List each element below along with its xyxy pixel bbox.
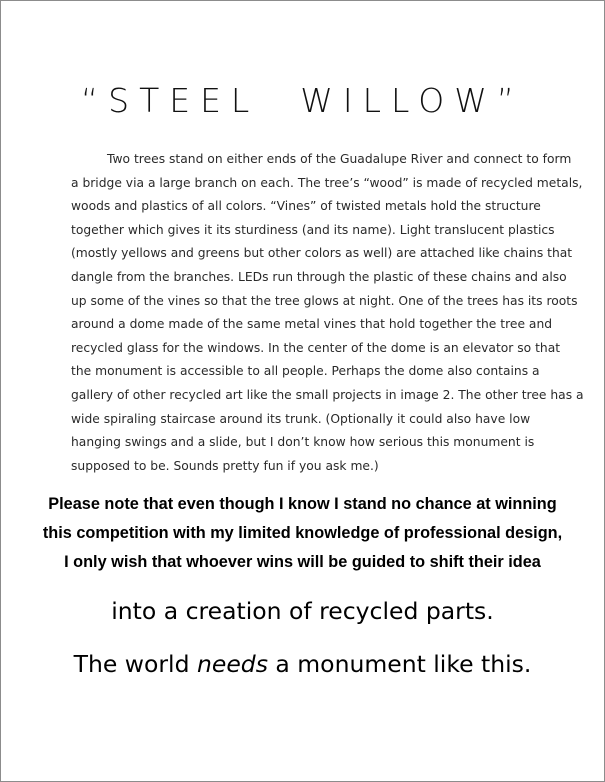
paragraph-line: a bridge via a large branch on each. The tree’s “wood” is made of recycled metals,	[71, 175, 583, 190]
closing-line: into a creation of recycled parts.	[111, 597, 494, 625]
paragraph-line: recycled glass for the windows. In the center of the dome is an elevator so that	[71, 340, 561, 355]
paragraph-line: wide spiraling staircase around its trunk. (Optionally it could also have low	[71, 411, 531, 426]
note-line: I only wish that whoever wins will be guided to shift their idea	[64, 553, 541, 571]
paragraph-line: hanging swings and a slide, but I don’t know how serious this monument is	[71, 435, 535, 450]
paragraph-line: Two trees stand on either ends of the Guadalupe River and connect to form	[107, 152, 572, 166]
emphasized-word: needs	[196, 650, 268, 678]
note-line: this competition with my limited knowledge of professional design,	[42, 524, 563, 542]
paragraph-line: up some of the vines so that the tree glows at night. One of the trees has its roots	[71, 293, 578, 308]
paragraph-line: the monument is accessible to all people. Perhaps the dome also contains a	[71, 364, 540, 379]
closing-statement	[1, 650, 604, 678]
closing-text-after: a monument like this.	[267, 650, 532, 678]
page-title: “STEEL WILLOW”	[81, 81, 524, 120]
paragraph-line: around a dome made of the same metal vines that hold together the tree and	[71, 317, 553, 332]
paragraph-line: gallery of other recycled art like the small projects in image 2. The other tree has a	[71, 387, 584, 402]
paragraph-line: woods and plastics of all colors. “Vines” of twisted metals hold the structure	[71, 199, 541, 214]
paragraph-line: supposed to be. Sounds pretty fun if you ask me.)	[71, 458, 379, 473]
paragraph-line: dangle from the branches. LEDs run through the plastic of these chains and also	[71, 269, 567, 284]
closing-text-before: The world	[73, 650, 197, 678]
paragraph-line: together which gives it its sturdiness (and its name). Light translucent plastics	[71, 222, 555, 237]
description-paragraph	[71, 148, 584, 478]
paragraph-line: (mostly yellows and greens but other colors as well) are attached like chains that	[71, 246, 573, 261]
note-line: Please note that even though I know I stand no chance at winning	[48, 495, 557, 513]
